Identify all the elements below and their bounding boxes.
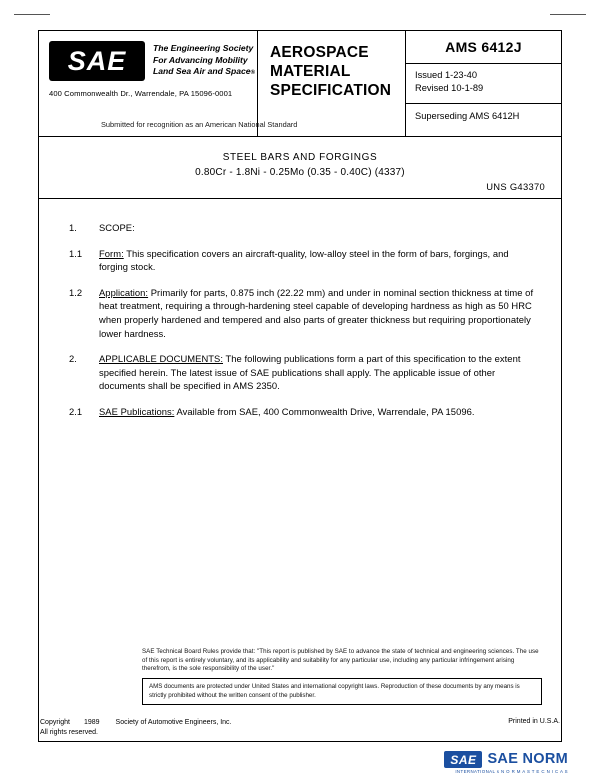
- technical-board-rules-note: SAE Technical Board Rules provide that: "This report is published by SAE to advance the state of technical and engineering sciences. The use of this report is entirely voluntary, and its applicability and suitability for any particular use, including any particular infringement arising therefrom, is the sole responsibility of the user.": [142, 648, 539, 673]
- section-content: This specification covers an aircraft-quality, low-alloy steel in the form of bars, forgings, and forging stock.: [99, 247, 509, 273]
- section-heading: Application:: [99, 286, 149, 298]
- printed-in: Printed in U.S.A.: [508, 718, 560, 725]
- sae-tagline-line-1: The Engineering Society: [153, 43, 254, 53]
- copyright-year: 1989: [83, 719, 100, 726]
- section-text: [99, 286, 537, 340]
- section-2-1: [69, 405, 537, 419]
- registration-mark-right: [550, 14, 586, 15]
- submitted-note: Submitted for recognition as an American National Standard: [101, 120, 298, 129]
- section-text: [99, 352, 537, 393]
- document-dates: [406, 64, 561, 104]
- sae-norm-subtext: INTERNATIONAL s N O R M A S T E C N I C A S: [455, 769, 568, 774]
- sae-logo-row: [49, 41, 256, 81]
- section-number: 1.1: [69, 247, 83, 259]
- document-body: [39, 199, 561, 685]
- section-1: [69, 221, 537, 235]
- copyright-label: Copyright: [40, 719, 70, 726]
- section-content: Primarily for parts, 0.875 inch (22.22 mm) and under in nominal section thickness at time of heat treatment, requiring a through-hardening steel capable of developing hardness as high as 50 HRC when properly hardened and tempered and also parts of greater thickness but requiring proportionately lower hardness.: [99, 286, 534, 339]
- section-2: [69, 352, 537, 393]
- section-heading: APPLICABLE DOCUMENTS:: [99, 353, 223, 365]
- section-heading: Form:: [99, 247, 124, 259]
- section-heading: SCOPE:: [99, 222, 135, 233]
- section-1-2: [69, 286, 537, 340]
- sae-norm-text: SAE NORM: [487, 751, 568, 767]
- section-number: 2.: [69, 353, 77, 365]
- section-heading: SAE Publications:: [99, 405, 175, 417]
- superseding-note: Superseding AMS 6412H: [415, 111, 520, 121]
- sae-tagline-line-3-text: Land Sea Air and Space: [153, 66, 251, 77]
- section-text: [99, 405, 537, 419]
- rights-reserved: All rights reserved.: [40, 728, 98, 736]
- title-line-1: STEEL BARS AND FORGINGS: [222, 152, 378, 163]
- document-frame: [38, 30, 562, 742]
- sae-tagline: [153, 41, 255, 80]
- section-text: [99, 221, 537, 235]
- section-1-1: [69, 247, 537, 274]
- header-right: [405, 31, 561, 136]
- header-left: [39, 31, 298, 136]
- section-content: The following publications form a part of this specification to the extent specified herein. The latest issue of SAE publications shall apply. The applicable issue of other documents shall be specified in AMS 2350.: [99, 353, 521, 392]
- registration-mark-left: [14, 14, 50, 15]
- document-type-line-3: SPECIFICATION: [270, 82, 392, 99]
- section-number: 2.1: [69, 405, 83, 417]
- document-type-line-1: AEROSPACE: [270, 44, 369, 61]
- sae-norm-logo: SAE: [444, 751, 482, 768]
- sae-address: 400 Commonwealth Dr., Warrendale, PA 15096-0001: [49, 89, 233, 98]
- section-content: Available from SAE, 400 Commonwealth Drive, Warrendale, PA 15096.: [174, 405, 475, 417]
- copyright-row: [40, 718, 232, 728]
- revised-date: Revised 10-1-89: [415, 83, 484, 93]
- document-number: AMS 6412J: [406, 31, 561, 64]
- header-block: [39, 31, 561, 137]
- copyright-protection-note: AMS documents are protected under United States and international copyright laws. Reproduction of these documents by any means is strictly prohibited without the written consent of the publisher.: [142, 678, 542, 705]
- uns-designation: UNS G43370: [486, 181, 545, 192]
- issued-date: Issued 1-23-40: [415, 70, 478, 80]
- section-text: [99, 247, 537, 274]
- sae-tagline-line-2: For Advancing Mobility: [153, 54, 248, 65]
- section-number: 1.2: [69, 286, 83, 298]
- sae-norm-watermark: [444, 751, 568, 768]
- title-block: [39, 137, 561, 199]
- title-line-2: 0.80Cr - 1.8Ni - 0.25Mo (0.35 - 0.40C) (4337): [195, 167, 405, 178]
- sae-tagline-line-3: [153, 66, 255, 80]
- copyright-organization: Society of Automotive Engineers, Inc.: [115, 719, 232, 726]
- section-number: 1.: [69, 222, 77, 233]
- copyright-line: [40, 718, 232, 737]
- sae-logo: SAE: [49, 41, 145, 81]
- document-type-line-2: MATERIAL: [270, 63, 351, 80]
- registered-trademark-icon: ®: [250, 70, 256, 77]
